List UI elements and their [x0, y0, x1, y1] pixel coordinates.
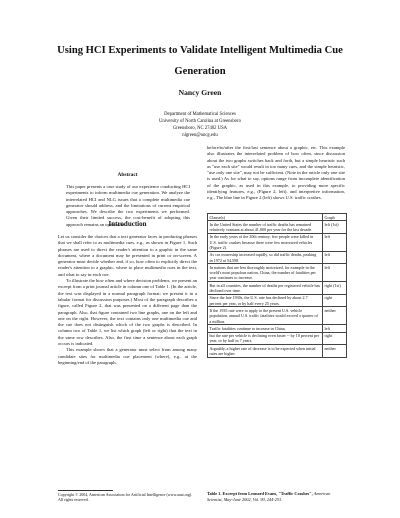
right-column-text: before/in/after the first/last sentence about a graphic, etc. This example also illustrates the interrelated problem of how often, since discussion about the two graphs switches back and forth, but a simple heuristic such as "use each site" would result in too many cues, and the simple heuristic, "use only one site", may not be sufficient. (Note in the article only one site is used.) As for what to say, options range from incomplete identification of the graphic, as used in this example, to providing more specific identifying features, e.g., (Figure 2, left), and interpretive information, e.g., The blue line in Figure 2 (left) shows U.S. traffic crashes.	[207, 145, 345, 201]
affiliation-dept: Department of Mathematical Sciences	[164, 112, 236, 117]
table-cell-graph: left	[323, 325, 347, 332]
intro-heading: Introduction	[108, 220, 147, 228]
intro-paragraph: Let us consider the choices that a text generator faces in producing phrases that we shall refer to as multimedia cues, e.g., as shown in Figure 1. Such phrases are used to direct the reader's attention to a graphic in the same document, where a document may be presented in print or on-screen. A generator must decide whether and, if so, how often to explicitly direct the reader's attention to a graphic, where to place multimedia cues in the text, and what to say in each cue.	[58, 234, 197, 277]
table-cell-clause: But in all countries, the number of deaths per registered vehicle has declined over time.	[208, 282, 323, 295]
table-caption	[207, 491, 347, 502]
table-cell-graph: neither	[323, 345, 347, 358]
table-cell-clause: Arguably, a higher rate of decrease is to be expected when initial rates are higher.	[208, 345, 323, 358]
table-header-clauses: Clause(s)	[208, 214, 323, 221]
table-cell-clause: Since the late 1930s, the U.S. rate has declined by about 2.7 percent per year, or by half every 25 years.	[208, 294, 323, 307]
table-row	[208, 251, 347, 264]
intro-paragraph: To illustrate the how often and where decision problems, we present an excerpt from a print journal article in column one of Table 1. (In the article, the text was displayed in a normal paragraph format; we present it in a tabular format for discussion purposes.) Most of the paragraph describes a figure, called Figure 2, that was presented on a different page than the paragraph. Also, that figure contained two line graphs, one on the left and one on the right. However, the text contains only one multimedia cue and the cue does not distinguish which of the two graphs is described. In column two of Table 1, we list which graph (left or right) that the text in the same row describes. Also, the first time a sentence about each graph occurs is indicated.	[58, 278, 197, 347]
author-name: Nancy Green	[178, 88, 222, 97]
table-cell-clause: In the United States the number of traffic deaths has remained relatively constant at about 41,000 per year for the last decade.	[208, 221, 323, 234]
table-cell-graph: right	[323, 294, 347, 307]
table-header-graph: Graph	[323, 214, 347, 221]
table-row	[208, 264, 347, 282]
paper-title: Using HCI Experiments to Validate Intelligent Multimedia Cue Generation	[57, 45, 343, 77]
table-row	[208, 282, 347, 295]
table-row	[208, 233, 347, 251]
table-cell-graph: right	[323, 332, 347, 345]
table-header-row	[208, 214, 347, 221]
table-body	[208, 221, 347, 358]
table-row	[208, 332, 347, 345]
table-cell-clause: If the 1935 rate were to apply to the present U.S. vehicle population, annual U.S. traffic fatalities would exceed a quarter of a million.	[208, 307, 323, 325]
table-cell-graph: left	[323, 233, 347, 251]
table-cell-graph: left	[323, 251, 347, 264]
affiliation	[0, 111, 400, 139]
table-cell-graph: left	[323, 264, 347, 282]
intro-paragraph: This example shows that a generator must select from among many candidate sites for multimedia cue placement (where), e.g., at the beginning/end of the paragraph,	[58, 347, 197, 365]
table-cell-clause: As car ownership increased rapidly, so did traffic deaths, peaking in 1972 at 54,598.	[208, 251, 323, 264]
table-cell-graph: left (1st)	[323, 221, 347, 234]
table-row	[208, 307, 347, 325]
intro-body	[58, 234, 197, 366]
caption-title: Table 1. Excerpt from Leonard Evans, "Traffic Crashes",	[207, 491, 313, 496]
table-cell-clause: Traffic fatalities continue to increase in China,	[208, 325, 323, 332]
abstract-heading: Abstract	[117, 172, 138, 178]
copyright-footnote: Copyright © 2004, American Association for Artificial Intelligence (www.aaai.org). All rights reserved.	[58, 492, 193, 503]
table-row	[208, 325, 347, 332]
table-cell-clause: In nations that are less thoroughly motorized, for example in the world's most populous nation, China, the number of fatalities per year continues to increase.	[208, 264, 323, 282]
affiliation-city: Greensboro, NC 27402 USA	[172, 126, 228, 131]
abstract-text: This paper presents a case study of our experience conducting HCI experiments to inform multimedia cue generation. We analyze the interrelated HCI and NLG issues that a complete multimedia cue generator should address, and the limitations of current empirical approaches. We describe the two experiments we performed. Given their limited success, the cost-benefit of adopting this approach remains an open issue.	[66, 184, 190, 227]
affiliation-univ: University of North Carolina at Greensboro	[159, 119, 241, 124]
footnote-divider	[58, 490, 113, 491]
table-row	[208, 221, 347, 234]
caption-source: American Scientist, May-June 2002, Vol. 90, 244-253.	[207, 491, 331, 502]
clauses-table	[207, 213, 347, 358]
affiliation-email[interactable]: nlgreen@uncg.edu	[182, 133, 218, 138]
table-cell-clause: In the early years of the 20th century, few people were killed in U.S. traffic crashes because there were few motorized vehicles (Figure 2).	[208, 233, 323, 251]
table-cell-graph: right (1st)	[323, 282, 347, 295]
table-cell-graph: neither	[323, 307, 347, 325]
table-row	[208, 345, 347, 358]
table-row	[208, 294, 347, 307]
table-cell-clause: but the rate per vehicle is declining even faster -- by 10 percent per year, or by half in 7 years.	[208, 332, 323, 345]
